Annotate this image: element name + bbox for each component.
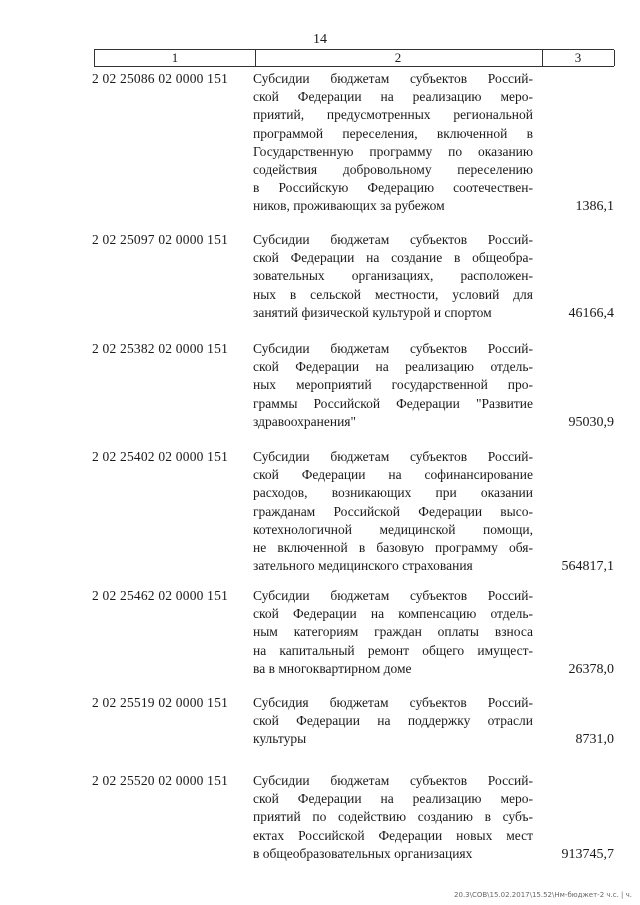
description-line: ным категориям граждан оплаты взноса <box>253 624 533 640</box>
description-line: Субсидии бюджетам субъектов Россий- <box>253 449 533 464</box>
budget-amount: 1386,1 <box>575 199 614 215</box>
description-line: приятий по содействию созданию в субъ- <box>253 809 533 825</box>
budget-description <box>253 448 533 575</box>
description-line: на капитальный ремонт общего имущест- <box>253 642 533 658</box>
description-line: Субсидии бюджетам субъектов Россий- <box>253 232 533 247</box>
description-line: приятий, предусмотренных региональной <box>253 107 533 123</box>
description-line: здравоохранения" <box>253 413 357 429</box>
description-line: гражданам Российской Федерации высо- <box>253 503 533 519</box>
budget-amount: 8731,0 <box>575 732 614 748</box>
description-line: ской Федерации на реализацию меро- <box>253 89 533 105</box>
description-line: ва в многоквартирном доме <box>253 660 412 676</box>
description-line: ской Федерации на софинансирование <box>253 467 533 483</box>
budget-amount: 913745,7 <box>561 846 614 862</box>
description-line: зательного медицинского страхования <box>253 558 473 574</box>
budget-description <box>253 772 533 863</box>
description-line: ской Федерации на создание в общеобра- <box>253 250 533 266</box>
description-line: содействия добровольному переселению <box>253 162 533 178</box>
description-line: в общеобразовательных организациях <box>253 845 473 861</box>
description-line: культуры <box>253 731 307 747</box>
description-line: ской Федерации на компенсацию отдель- <box>253 606 533 622</box>
column-header-row <box>94 49 614 67</box>
budget-description <box>253 231 533 322</box>
description-line: программой переселения, включенной в <box>253 125 533 141</box>
budget-code: 2 02 25520 02 0000 151 <box>92 773 229 788</box>
description-line: ектах Российской Федерации новых мест <box>253 827 533 843</box>
description-line: граммы Российской Федерации "Развитие <box>253 395 533 411</box>
budget-code: 2 02 25519 02 0000 151 <box>92 695 229 710</box>
description-line: ской Федерации на реализацию отдель- <box>253 359 533 375</box>
budget-amount: 95030,9 <box>568 414 614 430</box>
budget-code: 2 02 25382 02 0000 151 <box>92 341 229 356</box>
budget-description <box>253 587 533 678</box>
description-line: Государственную программу по оказанию <box>253 143 533 159</box>
budget-description <box>253 70 533 216</box>
description-line: Субсидии бюджетам субъектов Россий- <box>253 773 533 788</box>
description-line: в Российскую Федерацию соотечествен- <box>253 180 533 196</box>
description-line: ской Федерации на поддержку отрасли <box>253 713 533 729</box>
description-line: Субсидии бюджетам субъектов Россий- <box>253 588 533 603</box>
description-line: зовательных организациях, расположен- <box>253 268 533 284</box>
description-line: ников, проживающих за рубежом <box>253 198 445 214</box>
description-line: Субсидии бюджетам субъектов Россий- <box>253 71 533 86</box>
budget-amount: 564817,1 <box>561 559 614 575</box>
budget-code: 2 02 25462 02 0000 151 <box>92 588 229 603</box>
column-header-2: 2 <box>254 50 543 66</box>
budget-description <box>253 340 533 431</box>
description-line: ных в сельской местности, условий для <box>253 286 533 302</box>
description-line: не включенной в базовую программу обя- <box>253 540 533 556</box>
budget-amount: 46166,4 <box>568 305 614 321</box>
budget-description <box>253 694 533 749</box>
page-number: 14 <box>313 32 327 47</box>
description-line: ской Федерации на реализацию меро- <box>253 791 533 807</box>
description-line: Субсидии бюджетам субъектов Россий- <box>253 341 533 356</box>
description-line: Субсидия бюджетам субъектов Россий- <box>253 695 533 710</box>
column-header-1: 1 <box>94 50 256 66</box>
budget-code: 2 02 25402 02 0000 151 <box>92 449 229 464</box>
description-line: расходов, возникающих при оказании <box>253 485 533 501</box>
description-line: занятий физической культурой и спортом <box>253 304 492 320</box>
document-footer: 20.3\СОВ\15.02.2017\15.52\Нм-бюджет-2 ч.с. | ч. <box>454 891 632 899</box>
budget-code: 2 02 25086 02 0000 151 <box>92 71 229 86</box>
budget-code: 2 02 25097 02 0000 151 <box>92 232 229 247</box>
budget-amount: 26378,0 <box>568 661 614 677</box>
description-line: котехнологичной медицинской помощи, <box>253 521 533 537</box>
description-line: ных мероприятий государственной про- <box>253 377 533 393</box>
column-header-3: 3 <box>542 50 615 66</box>
